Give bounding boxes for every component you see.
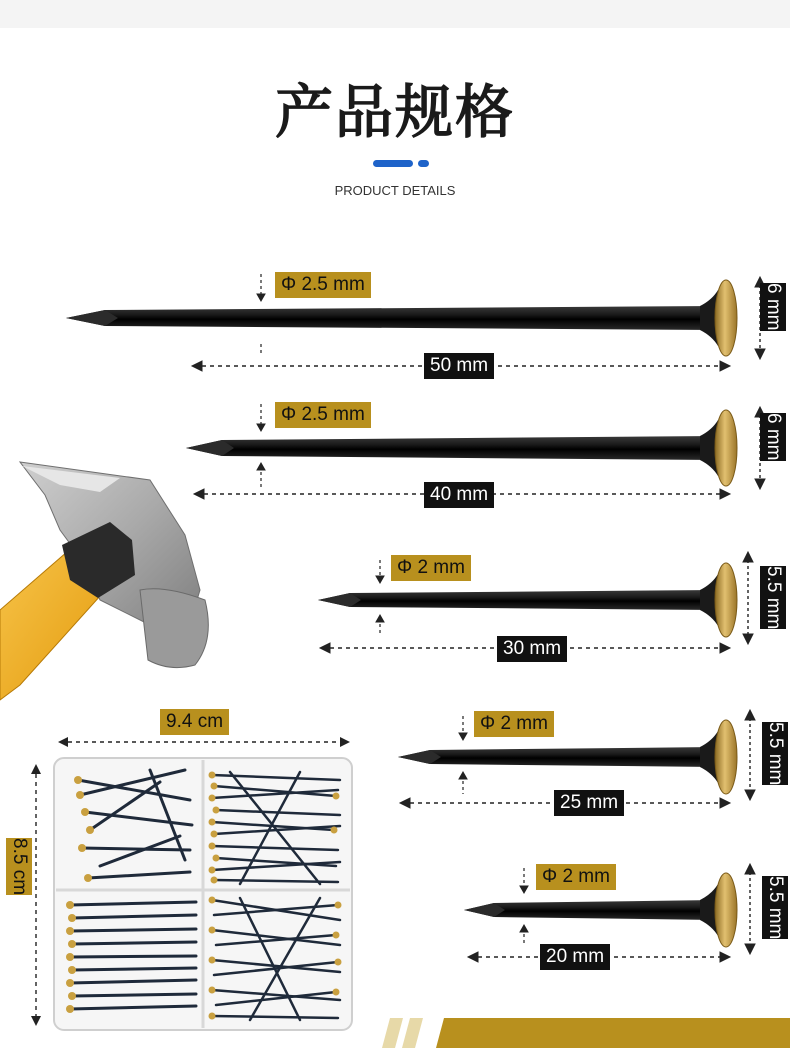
nail-50mm-head-label: 6 mm: [760, 283, 786, 331]
nail-50mm-diameter-label: Φ 2.5 mm: [275, 272, 371, 298]
nail-25mm-diameter-label: Φ 2 mm: [474, 711, 554, 737]
nail-30mm-head-label: 5.5 mm: [760, 566, 786, 629]
footer-stripe: [382, 1018, 790, 1048]
nail-30mm-diameter-label: Φ 2 mm: [391, 555, 471, 581]
nail-40mm-length-label: 40 mm: [424, 482, 494, 508]
page-title: 产品规格: [274, 78, 515, 146]
hammer-image: [0, 462, 208, 700]
nail-40mm-diameter-label: Φ 2.5 mm: [275, 402, 371, 428]
nail-40mm-head-label: 6 mm: [760, 413, 786, 461]
nail-25mm-length-label: 25 mm: [554, 790, 624, 816]
nail-25mm-head-label: 5.5 mm: [762, 722, 788, 785]
nail-50mm-length-label: 50 mm: [424, 353, 494, 379]
box-height-label: 8.5 cm: [6, 838, 32, 895]
nail-50mm: [66, 280, 737, 356]
nail-20mm-length-label: 20 mm: [540, 944, 610, 970]
nail-box-image: [31, 737, 352, 1030]
nail-20mm-diameter-label: Φ 2 mm: [536, 864, 616, 890]
nail-40mm: [186, 410, 737, 486]
box-width-label: 9.4 cm: [160, 709, 229, 735]
nail-20mm-head-label: 5.5 mm: [762, 876, 788, 939]
page-subtitle: PRODUCT DETAILS: [334, 183, 456, 198]
nail-30mm-length-label: 30 mm: [497, 636, 567, 662]
nail-30mm: [318, 563, 737, 637]
nail-25mm: [398, 720, 737, 794]
